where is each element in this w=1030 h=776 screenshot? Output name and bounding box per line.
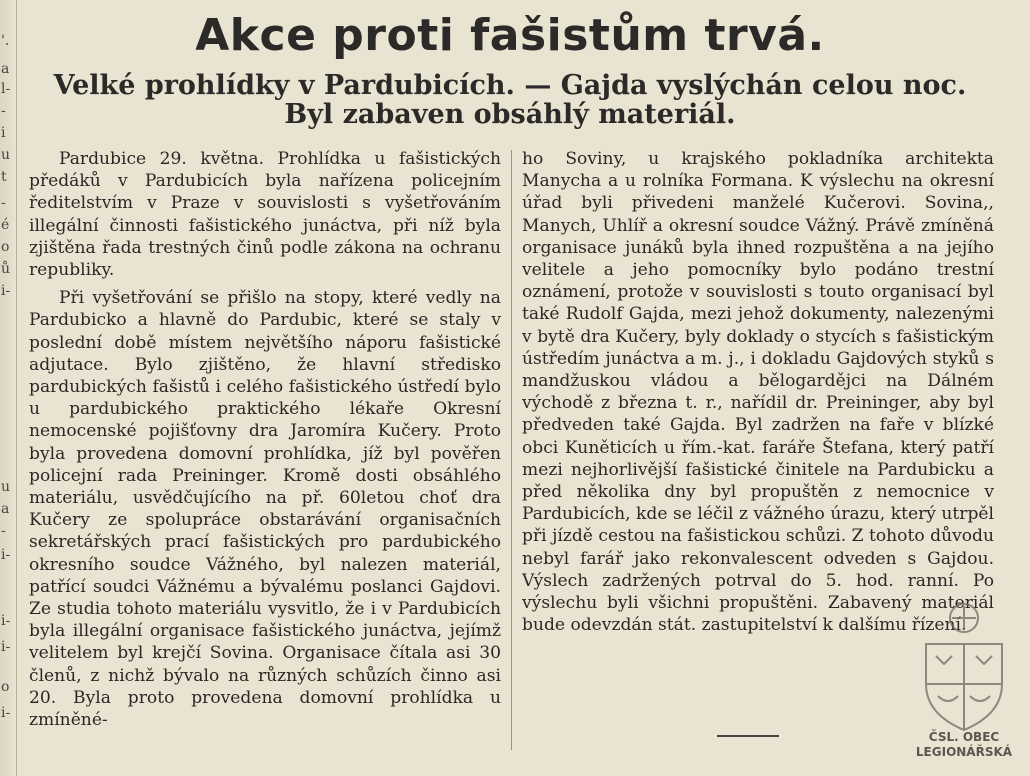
edge-fragment: i- [1, 613, 11, 629]
article-subheadline-2: Byl zabaven obsáhlý materiál. [284, 99, 736, 130]
page-fold-line [16, 0, 17, 776]
stamp-label-bottom: LEGIONÁŘSKÁ [915, 745, 1013, 759]
edge-fragment: u [1, 147, 11, 163]
edge-fragment: t [1, 169, 7, 185]
edge-fragment: i- [1, 705, 11, 721]
edge-fragment: i- [1, 283, 11, 299]
edge-fragment: i [1, 125, 6, 141]
edge-fragment: l- [1, 81, 11, 97]
edge-fragment: a [1, 61, 10, 77]
paragraph-1: Pardubice 29. května. Prohlídka u fašistických předáků v Pardubicích byla nařízena policejním ředitelstvím v Praze v souvislosti s vyšetřováním illegální činnosti fašistického junáctva, při níž byla zjištěna řada trestných činů podle zákona na ochranu republiky. [29, 149, 501, 281]
edge-fragment: o [1, 239, 10, 255]
article-column-right [522, 148, 994, 636]
edge-fragment: - [1, 195, 6, 211]
edge-fragment: - [1, 103, 6, 119]
article-end-rule [717, 735, 779, 737]
edge-fragment: i- [1, 547, 11, 563]
edge-fragment: '. [1, 33, 10, 49]
article-headline: Akce proti fašistům trvá. [195, 10, 825, 61]
edge-fragment: o [1, 679, 10, 695]
paragraph-2: Při vyšetřování se přišlo na stopy, které vedly na Pardubicko a hlavně do Pardubic, které se staly v poslední době místem největšího náporu fašistické adjutace. Bylo zjištěno, že hlavní středisko pardubických fašistů i celého fašistického ústředí bylo u pardubického praktického lékaře Okresní nemocenské pojišťovny dra Jaromíra Kučery. Proto byla provedena domovní prohlídka, jíž byl pověřen policejní rada Preininger. Kromě dosti obsáhlého materiálu, usvědčujícího na př. 60letou choť dra Kučery ze spolupráce obstarávání organisačních sekretářských prací fašistických pro pardubického okresního soudce Vážného, byl nalezen materiál, patřící soudci Vážnému a bývalému poslanci Gajdovi. Ze studia tohoto materiálu vysvitlo, že i v Pardubicích byla illegální organisace fašistického junáctva, jejímž velitelem byl krejčí Sovina. Organisace čítala asi 30 členů, z nichž bývalo na různých schůzích činno asi 20. Byla proto provedena domovní prohlídka u zmíněné- [29, 288, 501, 731]
stamp-label-top: ČSL. OBEC [928, 730, 1000, 744]
edge-fragment: é [1, 217, 10, 233]
edge-fragment: - [1, 523, 6, 539]
article-subheadline: Velké prohlídky v Pardubicích. — Gajda vyslýchán celou noc. [53, 70, 967, 101]
edge-fragment: i- [1, 639, 11, 655]
article-column-left [29, 148, 501, 731]
edge-fragment: ů [1, 261, 11, 277]
paragraph-continued: ho Soviny, u krajského pokladníka architekta Manycha a u rolníka Formana. K výslechu na okresní úřad byli přivedeni manželé Kučerovi. Sovina,, Manych, Uhlíř a okresní soudce Vážný. Právě zmíněná organisace junáků byla ihned rozpuštěna a na jejího velitele a jeho pomocníky bylo podáno trestní oznámení, protože v souvislosti s touto organisací byl také Rudolf Gajda, mezi jehož dokumenty, nalezenými v bytě dra Kučery, byly doklady o stycích s fašistickým ústředím junáctva a m. j., i dokladu Gajdových styků s mandžuskou vládou a bělogardějci na Dálném východě z března t. r., nařídil dr. Preininger, aby byl předveden také Gajda. Byl zadržen na faře v blízké obci Kuněticích u řím.-kat. faráře Štefana, který patří mezi nejhorlivější fašistické činitele na Pardubicku a před několika dny byl propuštěn z nemocnice v Pardubicích, kde se léčil z vážného úrazu, který utrpěl při jízdě cestou na fašistickou schůzi. Z tohoto důvodu nebyl farář jako rekonvalescent odveden s Gajdou. Výslech zadržených potrval do 5. hod. ranní. Po výslechu byli všichni propuštěni. Zabavený materiál bude odevzdán stát. zastupitelství k dalšímu řízení. [522, 149, 994, 636]
edge-fragment: u [1, 479, 11, 495]
column-divider [511, 150, 512, 750]
edge-fragment: a [1, 501, 10, 517]
